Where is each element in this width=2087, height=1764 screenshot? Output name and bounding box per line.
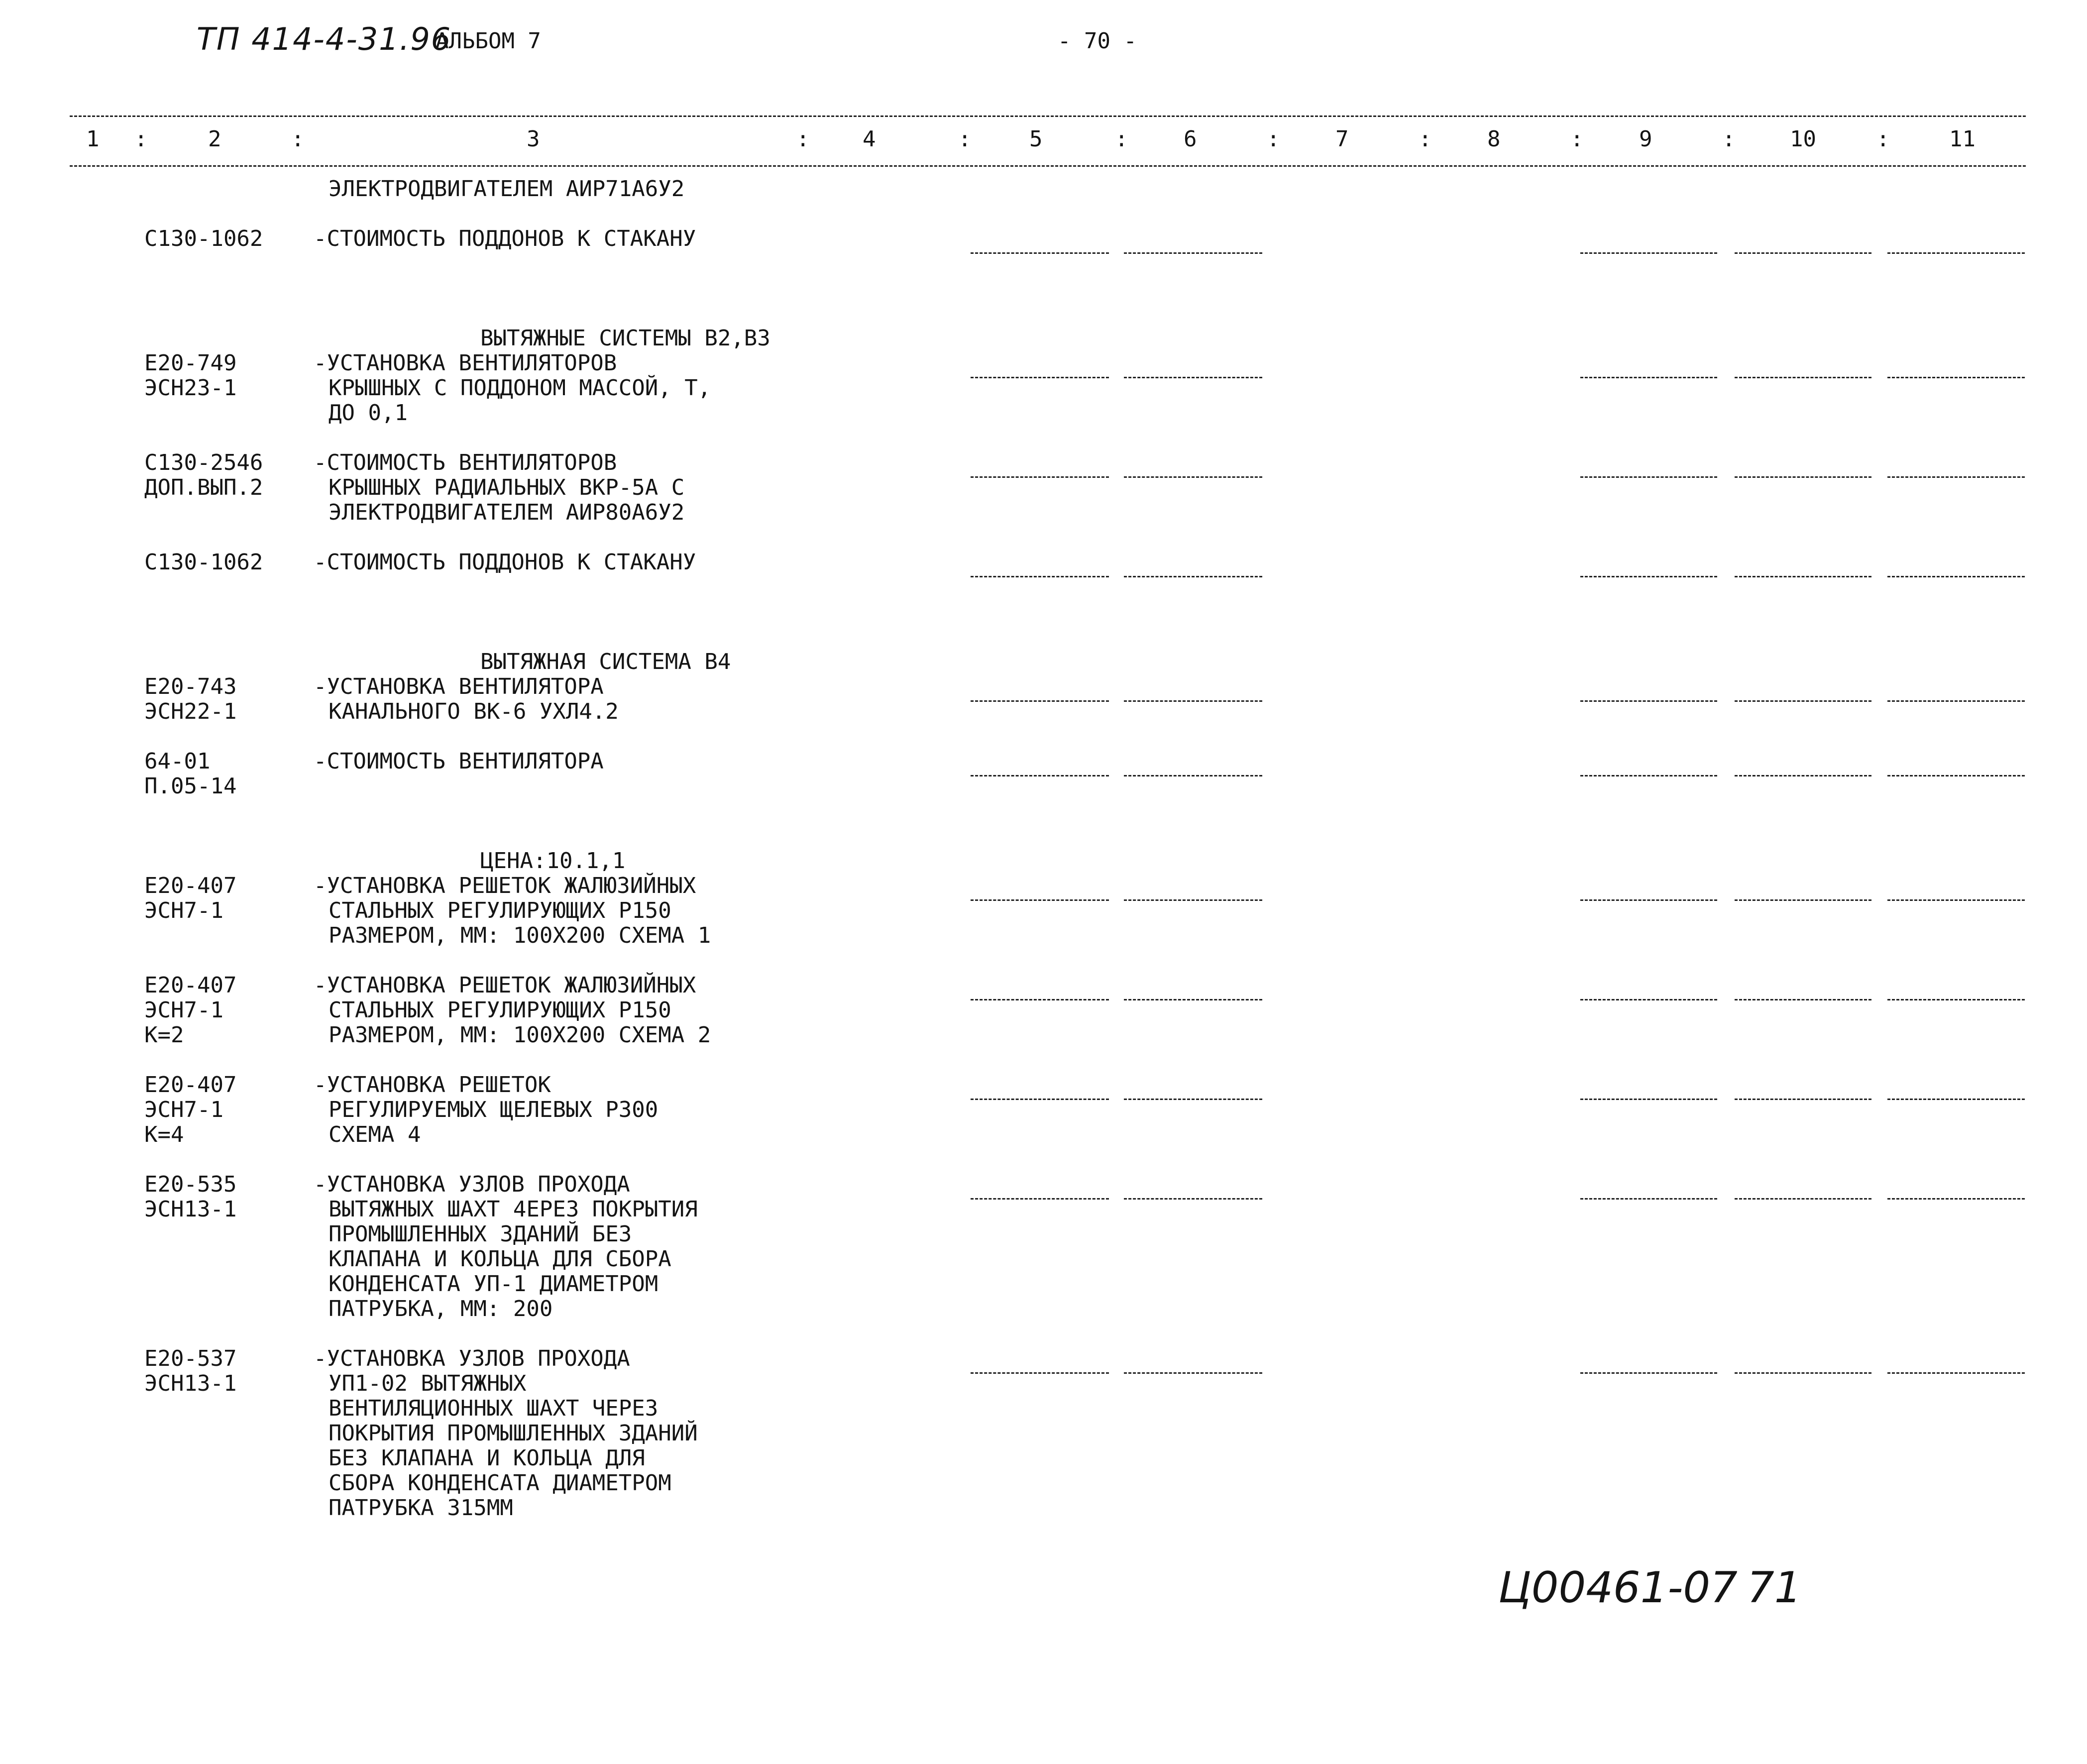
row-description: СТАЛЬНЫХ РЕГУЛИРУЮЩИХ Р150 (329, 997, 671, 1023)
row-code: ЭСН13-1 (144, 1371, 237, 1396)
column-separator: : (134, 126, 148, 152)
row-description: -УСТАНОВКА УЗЛОВ ПРОХОДА (314, 1346, 630, 1371)
cell-divider (1124, 775, 1262, 776)
cell-divider (1124, 899, 1262, 901)
column-header-5: 5 (1029, 126, 1043, 152)
cell-divider (1124, 576, 1262, 577)
row-description: -СТОИМОСТЬ ВЕНТИЛЯТОРА (314, 749, 604, 774)
row-description: СБОРА КОНДЕНСАТА ДИАМЕТРОМ (329, 1470, 671, 1496)
cell-divider (971, 252, 1109, 254)
row-code: С130-2546 (144, 450, 263, 475)
cell-divider (1735, 576, 1871, 577)
section-heading: ЦЕНА:10.1,1 (480, 848, 626, 874)
section-heading: ВЫТЯЖНАЯ СИСТЕМА В4 (480, 649, 731, 674)
row-code: К=4 (144, 1122, 184, 1147)
row-description: КРЫШНЫХ С ПОДДОНОМ МАССОЙ, Т, (329, 375, 711, 401)
row-description: -СТОИМОСТЬ ВЕНТИЛЯТОРОВ (314, 450, 617, 475)
column-separator: : (1267, 126, 1280, 152)
cell-divider (1580, 576, 1717, 577)
cell-divider (1887, 576, 2025, 577)
row-description: КЛАПАНА И КОЛЬЦА ДЛЯ СБОРА (329, 1246, 671, 1272)
cell-divider (971, 1099, 1109, 1100)
cell-divider (1580, 252, 1717, 254)
column-separator: : (796, 126, 810, 152)
cell-divider (1735, 899, 1871, 901)
row-description: ПАТРУБКА 315ММ (329, 1495, 513, 1521)
row-description: КАНАЛЬНОГО ВК-6 УХЛ4.2 (329, 699, 619, 724)
cell-divider (1735, 1099, 1871, 1100)
row-description: -УСТАНОВКА УЗЛОВ ПРОХОДА (314, 1172, 630, 1197)
row-description: -УСТАНОВКА ВЕНТИЛЯТОРОВ (314, 350, 617, 376)
column-header-10: 10 (1790, 126, 1816, 152)
cell-divider (1124, 1099, 1262, 1100)
row-description: -УСТАНОВКА РЕШЕТОК ЖАЛЮЗИЙНЫХ (314, 973, 696, 998)
cell-divider (971, 999, 1109, 1000)
row-code: ЭСН7-1 (144, 1097, 223, 1122)
row-description: ДО 0,1 (329, 400, 408, 426)
row-description: -УСТАНОВКА РЕШЕТОК (314, 1072, 551, 1098)
row-code: ЭСН23-1 (144, 375, 237, 401)
cell-divider (1735, 476, 1871, 478)
cell-divider (971, 700, 1109, 702)
cell-divider (1124, 476, 1262, 478)
row-description: ПОКРЫТИЯ ПРОМЫШЛЕННЫХ ЗДАНИЙ (329, 1421, 698, 1446)
row-description: РАЗМЕРОМ, ММ: 100Х200 СХЕМА 2 (329, 1022, 711, 1048)
cell-divider (1580, 476, 1717, 478)
header-top-rule (70, 115, 2026, 117)
cell-divider (1735, 377, 1871, 378)
cell-divider (1735, 1198, 1871, 1200)
row-description: ЭЛЕКТРОДВИГАТЕЛЕМ АИР80А6У2 (329, 500, 685, 525)
row-description: -СТОИМОСТЬ ПОДДОНОВ К СТАКАНУ (314, 226, 696, 251)
cell-divider (1580, 1099, 1717, 1100)
cell-divider (1124, 1198, 1262, 1200)
column-header-2: 2 (208, 126, 221, 152)
cell-divider (1887, 899, 2025, 901)
column-header-3: 3 (527, 126, 540, 152)
cell-divider (1124, 999, 1262, 1000)
cell-divider (971, 1372, 1109, 1374)
cell-divider (1124, 252, 1262, 254)
row-code: ЭСН7-1 (144, 997, 223, 1023)
row-code: ЭСН7-1 (144, 898, 223, 923)
cell-divider (971, 576, 1109, 577)
column-separator: : (958, 126, 972, 152)
cell-divider (1887, 476, 2025, 478)
cell-divider (1735, 775, 1871, 776)
cell-divider (1887, 999, 2025, 1000)
row-code: С130-1062 (144, 550, 263, 575)
cell-divider (1580, 899, 1717, 901)
column-header-4: 4 (863, 126, 876, 152)
row-description: ВЕНТИЛЯЦИОННЫХ ШАХТ ЧЕРЕЗ (329, 1396, 659, 1421)
column-header-11: 11 (1949, 126, 1976, 152)
cell-divider (1735, 1372, 1871, 1374)
column-header-6: 6 (1184, 126, 1197, 152)
footer-stamp: Ц00461-07 (1498, 1563, 1738, 1613)
row-code: ЭСН13-1 (144, 1197, 237, 1222)
row-description: ВЫТЯЖНЫХ ШАХТ 4ЕРЕЗ ПОКРЫТИЯ (329, 1197, 698, 1222)
cell-divider (971, 1198, 1109, 1200)
cell-divider (1887, 775, 2025, 776)
cell-divider (1887, 1372, 2025, 1374)
column-header-7: 7 (1335, 126, 1349, 152)
footer-sheet-number: 71 (1747, 1563, 1802, 1613)
cell-divider (971, 476, 1109, 478)
column-separator: : (1419, 126, 1432, 152)
cell-divider (1124, 700, 1262, 702)
row-description: ПАТРУБКА, ММ: 200 (329, 1296, 553, 1322)
row-description: РАЗМЕРОМ, ММ: 100Х200 СХЕМА 1 (329, 923, 711, 948)
row-code: К=2 (144, 1022, 184, 1048)
column-header-1: 1 (86, 126, 100, 152)
cell-divider (1735, 700, 1871, 702)
row-code: Е20-407 (144, 1072, 237, 1098)
cell-divider (1580, 1372, 1717, 1374)
row-code: Е20-407 (144, 873, 237, 898)
column-separator: : (1876, 126, 1890, 152)
cell-divider (1735, 999, 1871, 1000)
row-description: СТАЛЬНЫХ РЕГУЛИРУЮЩИХ Р150 (329, 898, 671, 923)
cell-divider (971, 775, 1109, 776)
row-code: С130-1062 (144, 226, 263, 251)
row-description: ПРОМЫШЛЕННЫХ ЗДАНИЙ БЕЗ (329, 1221, 632, 1247)
doc-code: ТП 414-4-31.96 (197, 21, 452, 57)
row-code: Е20-743 (144, 674, 237, 699)
cell-divider (971, 899, 1109, 901)
cell-divider (1124, 1372, 1262, 1374)
row-description: БЕЗ КЛАПАНА И КОЛЬЦА ДЛЯ (329, 1445, 645, 1471)
row-description: -СТОИМОСТЬ ПОДДОНОВ К СТАКАНУ (314, 550, 696, 575)
cell-divider (1580, 700, 1717, 702)
row-description: СХЕМА 4 (329, 1122, 421, 1147)
row-description: РЕГУЛИРУЕМЫХ ЩЕЛЕВЫХ Р300 (329, 1097, 659, 1122)
column-separator: : (1722, 126, 1736, 152)
cell-divider (1735, 252, 1871, 254)
row-description: УП1-02 ВЫТЯЖНЫХ (329, 1371, 527, 1396)
row-description: КОНДЕНСАТА УП-1 ДИАМЕТРОМ (329, 1271, 659, 1297)
row-code: П.05-14 (144, 773, 237, 799)
row-description: КРЫШНЫХ РАДИАЛЬНЫХ ВКР-5А С (329, 475, 685, 500)
cell-divider (1887, 1198, 2025, 1200)
row-code: ДОП.ВЫП.2 (144, 475, 263, 500)
page-number: - 70 - (1058, 28, 1137, 54)
cell-divider (1580, 999, 1717, 1000)
cell-divider (971, 377, 1109, 378)
row-description: ЭЛЕКТРОДВИГАТЕЛЕМ АИР71А6У2 (329, 176, 685, 202)
cell-divider (1887, 252, 2025, 254)
column-separator: : (291, 126, 305, 152)
cell-divider (1887, 1099, 2025, 1100)
section-heading: ВЫТЯЖНЫЕ СИСТЕМЫ В2,В3 (480, 326, 770, 351)
row-code: Е20-535 (144, 1172, 237, 1197)
album-label: АЛЬБОМ 7 (436, 28, 541, 54)
cell-divider (1580, 775, 1717, 776)
column-header-9: 9 (1639, 126, 1652, 152)
cell-divider (1580, 377, 1717, 378)
cell-divider (1887, 700, 2025, 702)
cell-divider (1887, 377, 2025, 378)
row-code: Е20-537 (144, 1346, 237, 1371)
cell-divider (1124, 377, 1262, 378)
row-description: -УСТАНОВКА ВЕНТИЛЯТОРА (314, 674, 604, 699)
row-code: ЭСН22-1 (144, 699, 237, 724)
row-code: Е20-407 (144, 973, 237, 998)
cell-divider (1580, 1198, 1717, 1200)
row-description: -УСТАНОВКА РЕШЕТОК ЖАЛЮЗИЙНЫХ (314, 873, 696, 898)
column-separator: : (1115, 126, 1128, 152)
column-header-8: 8 (1487, 126, 1501, 152)
row-code: 64-01 (144, 749, 211, 774)
header-bottom-rule (70, 165, 2026, 167)
column-separator: : (1570, 126, 1584, 152)
row-code: Е20-749 (144, 350, 237, 376)
